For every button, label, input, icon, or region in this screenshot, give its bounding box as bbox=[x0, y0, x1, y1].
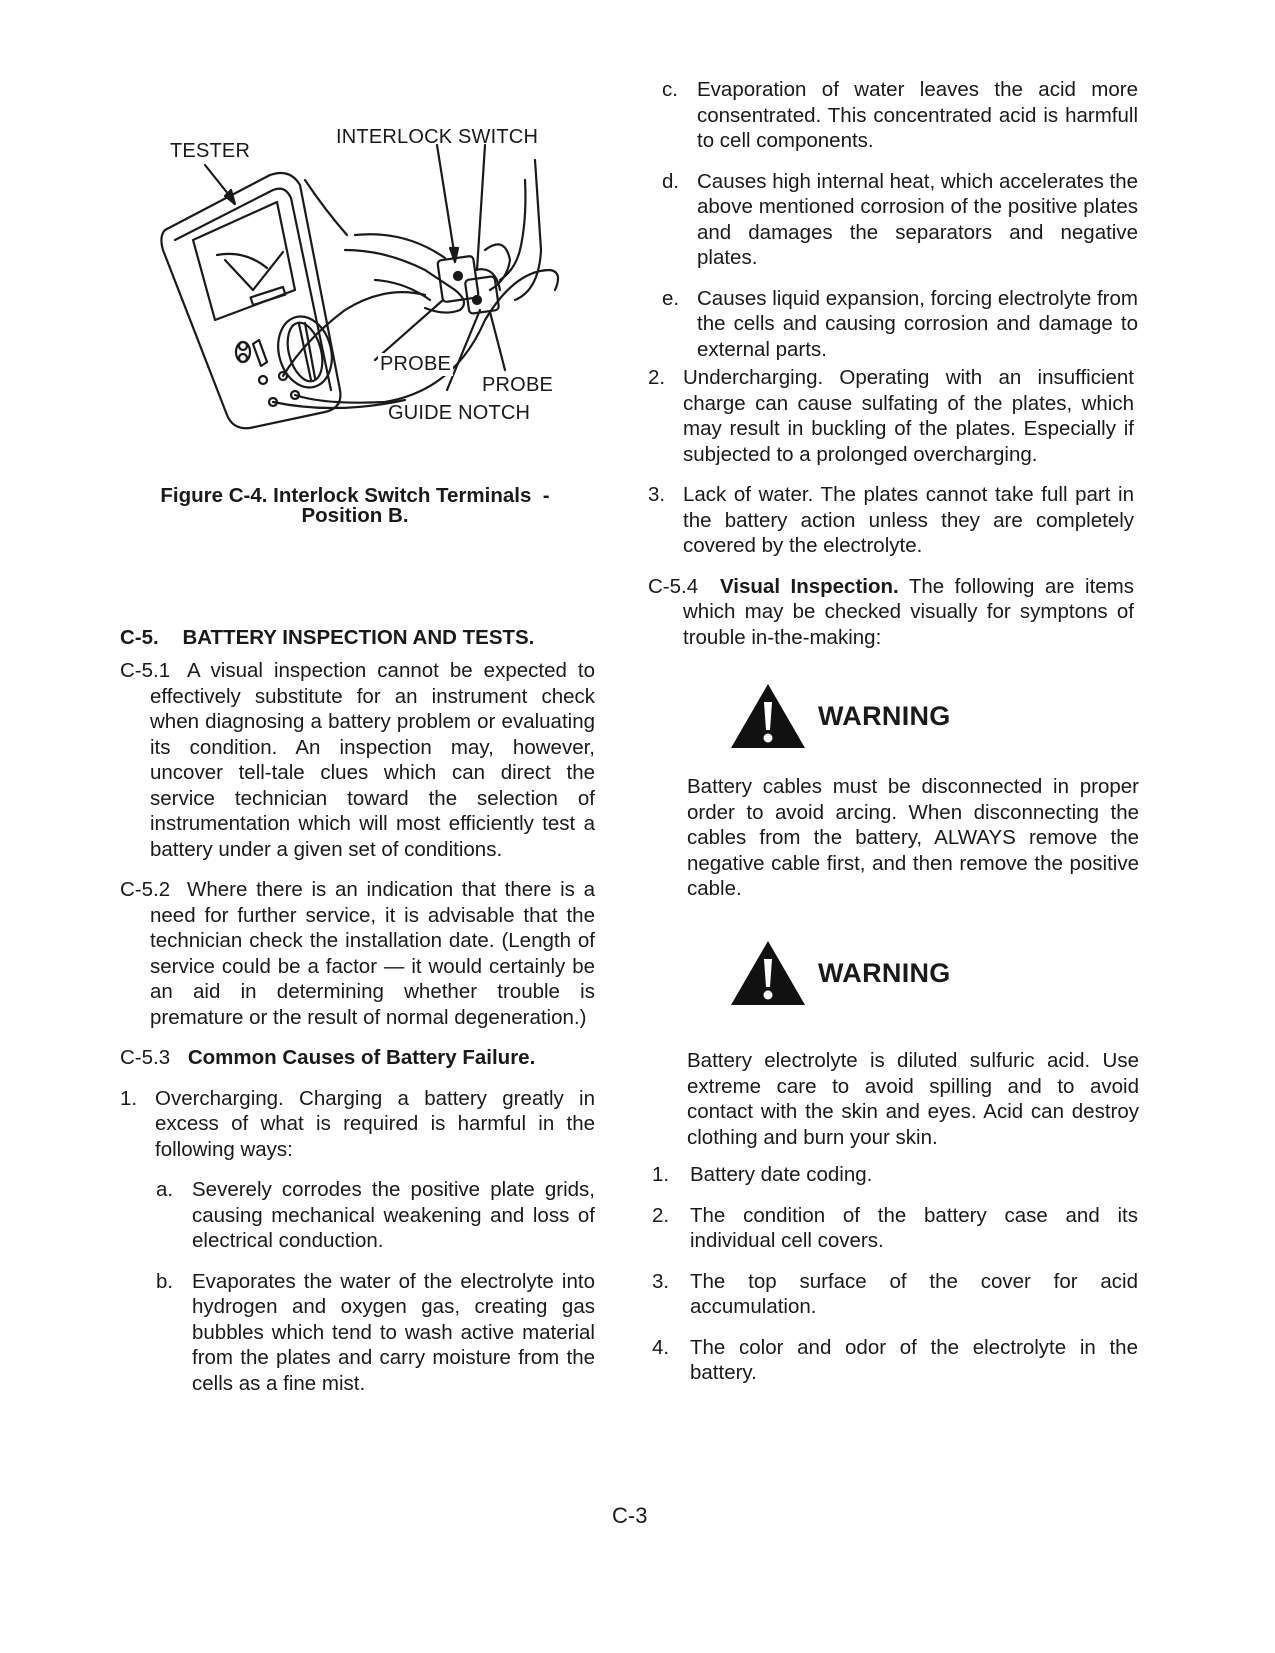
check-item-1 bbox=[652, 1162, 1138, 1188]
list-text: The condition of the battery case and its individual cell covers. bbox=[690, 1203, 1138, 1252]
sub-item-text: Causes high internal heat, which accelerates the above mentioned corrosion of the positive plates and damages the separators and negative plates. bbox=[697, 169, 1139, 269]
sub-item-letter: d. bbox=[662, 169, 680, 193]
figure-caption bbox=[120, 486, 590, 526]
figure-caption-line2: Position B. bbox=[301, 504, 409, 527]
list-text: Undercharging. Operating with an insufficient charge can cause sulfating of the plates, which may result in buckling of the plates. Especially if subjected to a prolonged overcharging. bbox=[683, 366, 1134, 466]
label-interlock-switch: INTERLOCK SWITCH bbox=[336, 126, 539, 148]
sub-item-text: Evaporates the water of the electrolyte into hydrogen and oxygen gas, creating gas bubbles which tend to wash active material from the plates and carry moisture from the cells as a fine mist. bbox=[192, 1269, 595, 1395]
sub-item-text: Severely corrodes the positive plate grids, causing mechanical weakening and loss of electrical conduction. bbox=[192, 1178, 595, 1252]
left-column bbox=[120, 658, 595, 1396]
label-probe-right: PROBE bbox=[482, 374, 554, 396]
page-number: C-3 bbox=[612, 1503, 648, 1528]
warning-label: WARNING bbox=[818, 700, 951, 731]
paragraph-text: A visual inspection cannot be expected to effectively substitute for an instrument check when diagnosing a battery problem or evaluating its condition. An inspection may, however, uncover tell-tale clues which can direct the service technician toward the selection of instrumentation which will most efficiently test a battery under a given set of conditions. bbox=[150, 659, 595, 861]
sub-item-letter: a. bbox=[156, 1178, 174, 1201]
warning-text-1: Battery cables must be disconnected in proper order to avoid arcing. When disconnecting the cables from the battery, ALWAYS remove the negative cable first, and then remove the positive cable. bbox=[687, 775, 1139, 900]
section-number: C-5. bbox=[120, 626, 159, 649]
warning-block-1 bbox=[728, 680, 951, 752]
paragraph-text: The following are items which may be checked visually for symptons of trouble in-the-making: bbox=[683, 574, 1135, 649]
visual-check-list bbox=[652, 1162, 1138, 1386]
list-text: Overcharging. Charging a battery greatly in excess of what is required is harmful in the following ways: bbox=[155, 1086, 595, 1161]
label-probe-left: PROBE bbox=[380, 353, 452, 375]
sub-item-b bbox=[120, 1269, 595, 1397]
paragraph-number: C-5.3 bbox=[120, 1046, 171, 1069]
check-item-4 bbox=[652, 1335, 1138, 1386]
label-tester: TESTER bbox=[170, 140, 251, 162]
paragraph-c52 bbox=[120, 877, 595, 1030]
list-number: 3. bbox=[648, 483, 666, 506]
sub-item-text: Causes liquid expansion, forcing electrolyte from the cells and causing corrosion and damage to external parts. bbox=[697, 286, 1138, 361]
warning-label: WARNING bbox=[818, 957, 951, 988]
paragraph-heading: Visual Inspection. bbox=[720, 574, 899, 598]
warning-triangle-icon bbox=[728, 680, 808, 752]
right-column bbox=[648, 77, 1139, 650]
list-text: Battery date coding. bbox=[690, 1163, 873, 1186]
sub-item-letter: e. bbox=[662, 286, 680, 310]
list-number: 1. bbox=[652, 1163, 670, 1186]
sub-item-letter: b. bbox=[156, 1269, 174, 1293]
list-text: The top surface of the cover for acid accumulation. bbox=[690, 1269, 1138, 1318]
check-item-3 bbox=[652, 1269, 1138, 1320]
sub-item-letter: c. bbox=[662, 78, 678, 101]
paragraph-c54 bbox=[648, 574, 1134, 651]
paragraph-text: Where there is an indication that there is a need for further service, it is advisable that the technician check the installation date. (Length of service could be a factor — it would certainly be an aid in determining whether trouble is premature or the result of normal degeneration.) bbox=[150, 878, 595, 1029]
warning-block-2 bbox=[728, 937, 951, 1009]
list-number: 3. bbox=[652, 1269, 670, 1293]
list-item-overcharging bbox=[120, 1086, 595, 1163]
paragraph-number: C-5.2 bbox=[120, 878, 171, 901]
paragraph-number: C-5.4 bbox=[648, 574, 699, 598]
list-text: Lack of water. The plates cannot take full part in the battery action unless they are completely covered by the electrolyte. bbox=[683, 483, 1134, 557]
paragraph-c53 bbox=[120, 1045, 595, 1071]
paragraph-c51 bbox=[120, 658, 595, 862]
section-heading bbox=[120, 626, 534, 650]
list-number: 1. bbox=[120, 1086, 138, 1110]
list-item-lack-of-water bbox=[648, 482, 1134, 559]
sub-item-e bbox=[652, 286, 1138, 363]
label-guide-notch: GUIDE NOTCH bbox=[388, 402, 531, 424]
list-number: 2. bbox=[648, 366, 666, 389]
warning-text-2: Battery electrolyte is diluted sulfuric acid. Use extreme care to avoid spilling and to avoid contact with the skin and eyes. Acid can destroy clothing and burn your skin. bbox=[687, 1049, 1139, 1149]
list-number: 2. bbox=[652, 1203, 670, 1227]
paragraph-heading: Common Causes of Battery Failure. bbox=[187, 1046, 536, 1069]
list-text: The color and odor of the electrolyte in the battery. bbox=[690, 1335, 1138, 1384]
list-number: 4. bbox=[652, 1335, 670, 1359]
figure-caption-line1: Figure C-4. Interlock Switch Terminals - bbox=[160, 484, 550, 507]
paragraph-number: C-5.1 bbox=[120, 659, 171, 682]
sub-item-c bbox=[652, 77, 1138, 154]
warning-triangle-icon bbox=[728, 937, 808, 1009]
sub-item-text: Evaporation of water leaves the acid more consentrated. This concentrated acid is harmfull to cell components. bbox=[697, 78, 1138, 152]
check-item-2 bbox=[652, 1203, 1138, 1254]
section-title: BATTERY INSPECTION AND TESTS. bbox=[182, 626, 535, 649]
list-item-undercharging bbox=[648, 365, 1134, 467]
sub-item-a bbox=[120, 1177, 595, 1254]
sub-item-d bbox=[652, 169, 1138, 271]
